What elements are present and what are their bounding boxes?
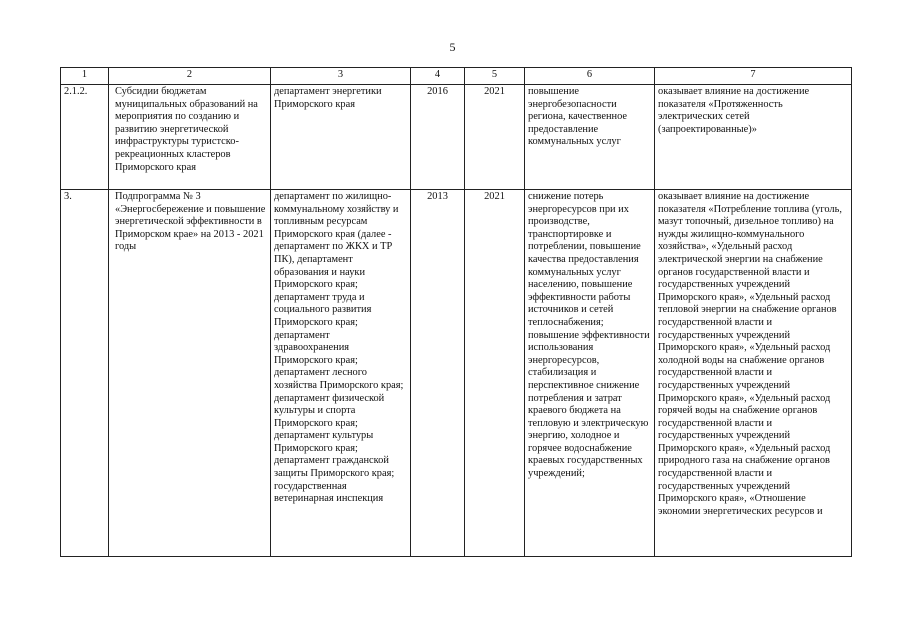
measure-name: Субсидии бюджетам муниципальных образований на мероприятия по созданию и развитию энергетической инфраструктуры туристско-рекреационных кластеров Приморского края <box>109 85 271 190</box>
row-number: 2.1.2. <box>61 85 109 190</box>
table-header-row <box>61 68 852 85</box>
expected-result: повышение энергобезопасности региона, качественное предоставление коммунальных услуг <box>525 85 655 190</box>
header-cell: 1 <box>61 68 109 85</box>
indicator-influence <box>655 190 852 557</box>
indicator-influence-text: оказывает влияние на достижение показателя «Потребление топлива (уголь, мазут топочный, дизельное топливо) на нужды жилищно-коммунального хозяйства», «Удельный расход электрической энергии на снабжение органов государственной власти и государственных учреждений Приморского края», «Удельный расход тепловой энергии на снабжение органов государственной власти и государственных учреждений Приморского края», «Удельный расход холодной воды на снабжение органов государственной власти и государственных учреждений Приморского края», «Удельный расход горячей воды на снабжение органов государственной власти и государственных учреждений Приморского края», «Удельный расход природного газа на снабжение органов государственной власти и государственных учреждений Приморского края», «Отношение экономии энергетических ресурсов и <box>658 191 842 517</box>
header-cell: 6 <box>525 68 655 85</box>
header-cell: 3 <box>271 68 411 85</box>
table-row <box>61 190 852 557</box>
executor-text: департамент по жилищно-коммунальному хозяйству и топливным ресурсам Приморского края (далее - департамент по ЖКХ и ТР ПК), департамент образования и науки Приморского края; департамент труда и социального развития Приморского края; департамент здравоохранения Приморского края; департамент лесного хозяйства Приморского края; департамент физической культуры и спорта Приморского края; департамент культуры Приморского края; департамент гражданской защиты Приморского края; государственная ветеринарная инспекция <box>274 191 404 505</box>
executor: департамент энергетики Приморского края <box>271 85 411 190</box>
header-cell: 4 <box>411 68 465 85</box>
page-number: 5 <box>449 40 456 54</box>
executor <box>271 190 411 557</box>
end-year: 2021 <box>465 85 525 190</box>
end-year: 2021 <box>465 190 525 557</box>
start-year: 2013 <box>411 190 465 557</box>
header-cell: 2 <box>109 68 271 85</box>
expected-result <box>525 190 655 557</box>
expected-result-text: снижение потерь энергоресурсов при их производстве, транспортировке и потреблении, повышение качества предоставления коммунальных услуг населению, повышение эффективности работы источников и сетей теплоснабжения; повышение эффективности использования энергоресурсов, стабилизация и перспективное снижение потребления и затрат краевого бюджета на тепловую и электрическую энергию, холодное и горячее водоснабжение краевых государственных учреждений; <box>528 191 650 480</box>
header-cell: 7 <box>655 68 852 85</box>
measure-name: Подпрограмма № 3 «Энергосбережение и повышение энергетической эффективности в Приморском крае» на 2013 - 2021 годы <box>109 190 271 557</box>
header-cell: 5 <box>465 68 525 85</box>
start-year: 2016 <box>411 85 465 190</box>
table-row <box>61 85 852 190</box>
row-number: 3. <box>61 190 109 557</box>
document-table <box>60 67 852 557</box>
indicator-influence: оказывает влияние на достижение показателя «Протяженность электрических сетей (запроектированные)» <box>655 85 852 190</box>
